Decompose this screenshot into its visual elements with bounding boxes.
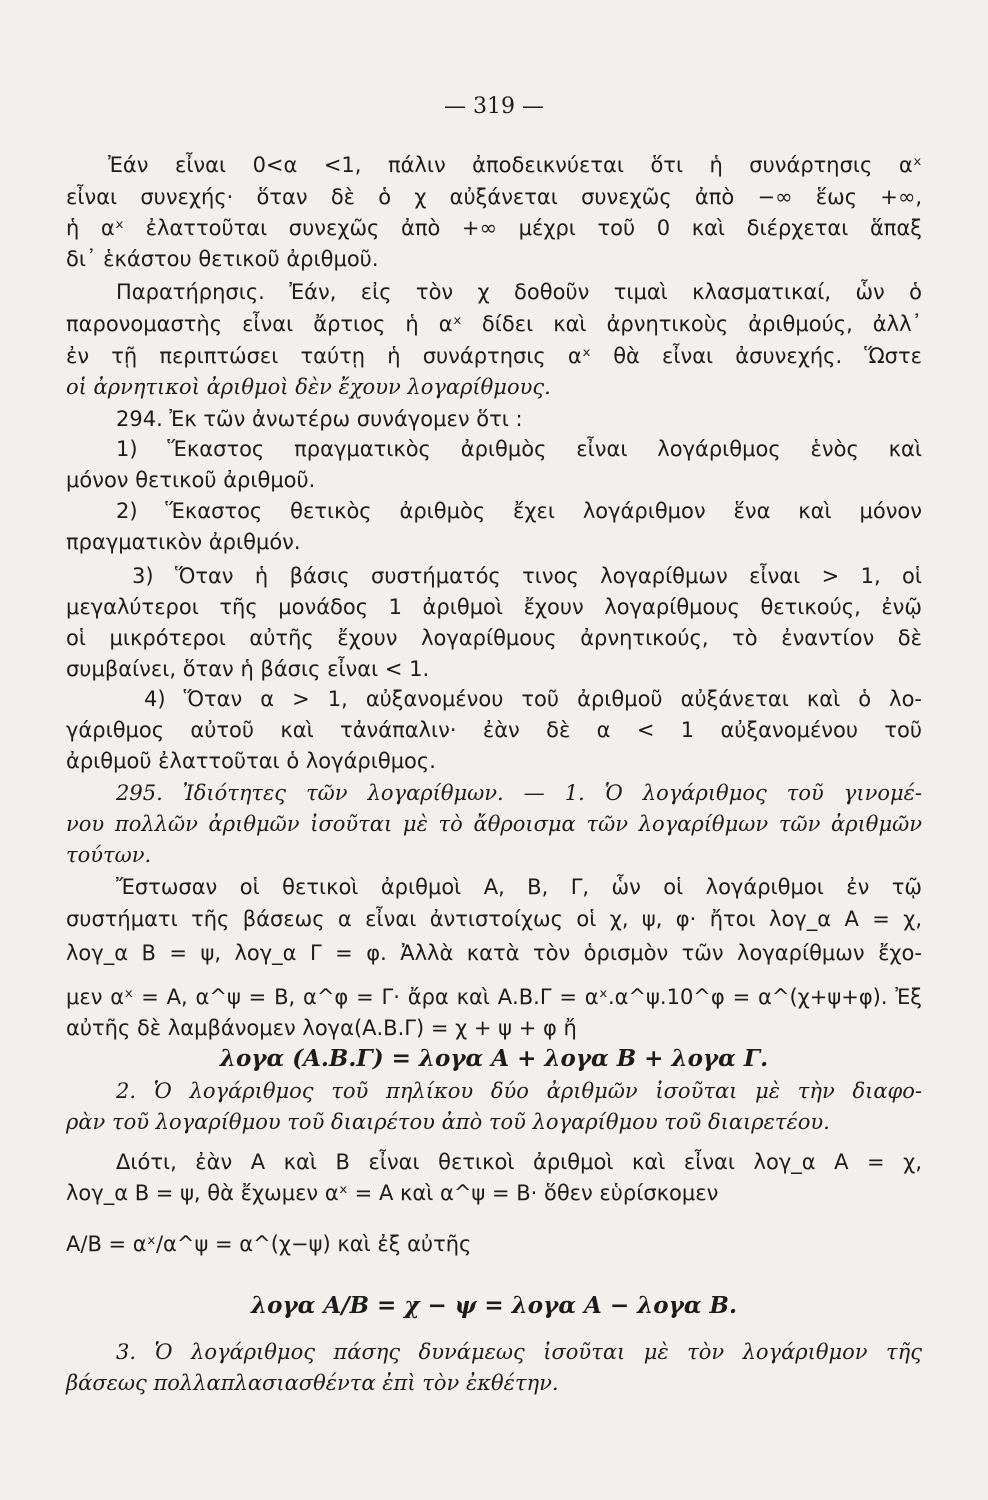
text-line: μεγαλύτεροι τῆς μονάδος 1 ἀριθμοὶ ἔχουν λογαρίθμους θετικούς, ἐνῷ xyxy=(66,595,922,619)
text-line: Ἐάν εἶναι 0<α <1, πάλιν ἀποδεικνύεται ὅτι ἡ συνάρτησις αˣ xyxy=(108,153,922,177)
text-line: τούτων. xyxy=(66,843,152,867)
property-2-heading: 2. Ὁ λογάριθμος τοῦ πηλίκου δύο ἀριθμῶν ἰσοῦται μὲ τὴν διαφο- xyxy=(116,1079,922,1103)
text-line: ἡ αˣ ἐλαττοῦται συνεχῶς ἀπὸ +∞ μέχρι τοῦ 0 καὶ διέρχεται ἅπαξ xyxy=(66,216,922,240)
text-line: 1) Ἕκαστος πραγματικὸς ἀριθμὸς εἶναι λογάριθμος ἑνὸς καὶ xyxy=(116,437,922,461)
text-line: αὐτῆς δὲ λαμβάνομεν λογα(Α.Β.Γ) = χ + ψ + φ ἤ xyxy=(66,1016,577,1040)
section-295-heading: 295. Ἰδιότητες τῶν λογαρίθμων. — 1. Ὁ λογάριθμος τοῦ γινομέ- xyxy=(116,781,922,805)
text-line: Ἔστωσαν οἱ θετικοὶ ἀριθμοὶ Α, Β, Γ, ὧν οἱ λογάριθμοι ἐν τῷ xyxy=(116,875,922,899)
quotient-formula: λογα Α/Β = χ − ψ = λογα Α − λογα Β. xyxy=(251,1292,737,1319)
text-line: συστήματι τῆς βάσεως α εἶναι ἀντιστοίχως οἱ χ, ψ, φ· ἤτοι λογ_α Α = χ, xyxy=(66,907,922,931)
text-line: οἱ ἀρνητικοὶ ἀριθμοὶ δὲν ἔχουν λογαρίθμους. xyxy=(66,375,551,399)
text-line: 2) Ἕκαστος θετικὸς ἀριθμὸς ἔχει λογάριθμον ἕνα καὶ μόνον xyxy=(116,499,922,523)
text-line: λογ_α Β = ψ, λογ_α Γ = φ. Ἀλλὰ κατὰ τὸν ὁρισμὸν τῶν λογαρίθμων ἔχο- xyxy=(66,941,922,965)
text-line: μεν αˣ = Α, α^ψ = Β, α^φ = Γ· ἄρα καὶ Α.Β.Γ = αˣ.α^ψ.10^φ = α^(χ+ψ+φ). Ἐξ xyxy=(66,985,922,1009)
text-line: γάριθμος αὐτοῦ καὶ τἀνάπαλιν· ἐὰν δὲ α < 1 αὐξανομένου τοῦ xyxy=(66,718,922,742)
page-number: — 319 — xyxy=(444,94,544,119)
text-line: Διότι, ἐὰν Α καὶ Β εἶναι θετικοὶ ἀριθμοὶ καὶ εἶναι λογ_α Α = χ, xyxy=(116,1150,922,1174)
text-line: παρονομαστὴς εἶναι ἄρτιος ἡ αˣ δίδει καὶ ἀρνητικοὺς ἀριθμούς, ἀλλ᾿ xyxy=(66,312,922,336)
text-line: ἐν τῇ περιπτώσει ταύτῃ ἡ συνάρτησις αˣ θὰ εἶναι ἀσυνεχής. Ὥστε xyxy=(66,344,922,368)
text-line: 3) Ὅταν ἡ βάσις συστήματός τινος λογαρίθμων εἶναι > 1, οἱ xyxy=(132,564,922,588)
text-line: συμβαίνει, ὅταν ἡ βάσις εἶναι < 1. xyxy=(66,657,430,681)
property-3-heading: 3. Ὁ λογάριθμος πάσης δυνάμεως ἰσοῦται μὲ τὸν λογάριθμον τῆς xyxy=(116,1340,922,1364)
text-line: βάσεως πολλαπλασιασθέντα ἐπὶ τὸν ἐκθέτην. xyxy=(66,1371,559,1395)
text-line: εἶναι συνεχής· ὅταν δὲ ὁ χ αὐξάνεται συνεχῶς ἀπὸ −∞ ἕως +∞, xyxy=(66,185,922,209)
quotient-relation: Α/Β = αˣ/α^ψ = α^(χ−ψ) καὶ ἐξ αὐτῆς xyxy=(66,1232,472,1256)
text-line: ρὰν τοῦ λογαρίθμου τοῦ διαιρέτου ἀπὸ τοῦ λογαρίθμου τοῦ διαιρετέου. xyxy=(66,1110,830,1134)
text-line: μόνον θετικοῦ ἀριθμοῦ. xyxy=(66,468,316,492)
remark-line: Παρατήρησις. Ἐάν, εἰς τὸν χ δοθοῦν τιμαὶ κλασματικαί, ὧν ὁ xyxy=(116,280,922,304)
product-formula: λογα (Α.Β.Γ) = λογα Α + λογα Β + λογα Γ. xyxy=(219,1045,769,1072)
text-line: 4) Ὅταν α > 1, αὐξανομένου τοῦ ἀριθμοῦ αὐξάνεται καὶ ὁ λο- xyxy=(144,687,922,711)
text-line: ἀριθμοῦ ἐλαττοῦται ὁ λογάριθμος. xyxy=(66,749,436,773)
section-294-heading: 294. Ἐκ τῶν ἀνωτέρω συνάγομεν ὅτι : xyxy=(116,407,523,431)
text-line: λογ_α Β = ψ, θὰ ἔχωμεν αˣ = Α καὶ α^ψ = Β· ὅθεν εὑρίσκομεν xyxy=(66,1181,719,1205)
text-line: οἱ μικρότεροι αὐτῆς ἔχουν λογαρίθμους ἀρνητικούς, τὸ ἐναντίον δὲ xyxy=(66,626,922,650)
text-line: νου πολλῶν ἀριθμῶν ἰσοῦται μὲ τὸ ἄθροισμα τῶν λογαρίθμων τῶν ἀριθμῶν xyxy=(66,812,922,836)
text-line: δι᾿ ἑκάστου θετικοῦ ἀριθμοῦ. xyxy=(66,247,379,271)
text-line: πραγματικὸν ἀριθμόν. xyxy=(66,530,301,554)
